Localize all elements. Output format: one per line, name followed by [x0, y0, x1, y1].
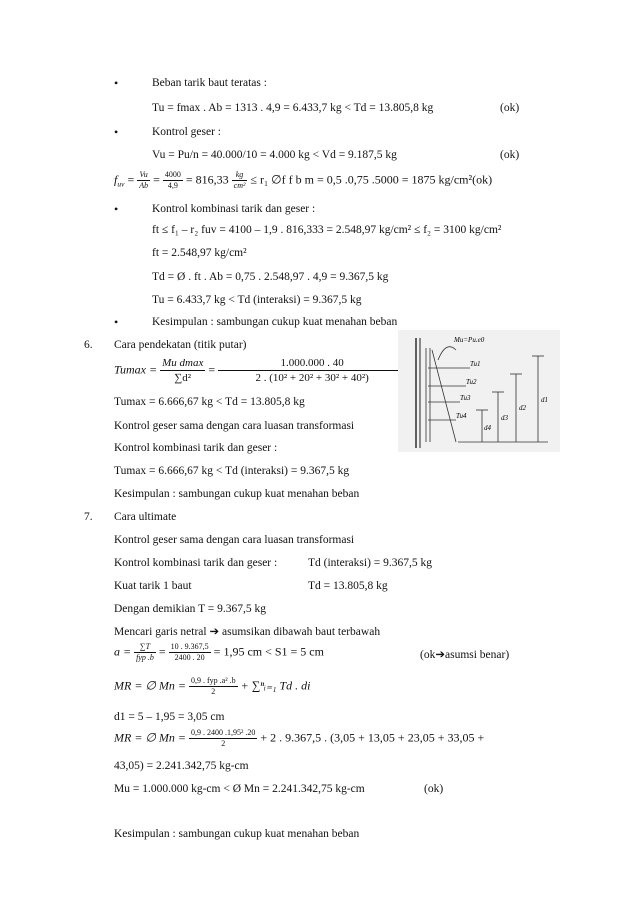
- sec7-td-value: Td = 13.805,8 kg: [308, 580, 388, 592]
- sec6-tumax-interaksi: Tumax = 6.666,67 kg < Td (interaksi) = 9.367,5 kg: [114, 465, 350, 477]
- fig-label-tu3: Tu3: [460, 394, 471, 402]
- bullet-kombinasi: Kontrol kombinasi tarik dan geser :: [152, 203, 316, 215]
- sec6-kontrol-geser: Kontrol geser sama dengan cara luasan transformasi: [114, 420, 355, 432]
- fig-label-d2: d2: [519, 404, 526, 412]
- ft-value: ft = 2.548,97 kg/cm²: [152, 247, 247, 259]
- arrow-right-icon: ➔: [209, 626, 220, 638]
- sec7-garis-netral: Mencari garis netral ➔ asumsikan dibawah baut terbawah: [114, 626, 381, 638]
- bullet-kesimpulan: Kesimpulan : sambungan cukup kuat menahan beban: [152, 316, 398, 328]
- bullet-dot: •: [114, 76, 119, 90]
- section-6-number: 6.: [84, 339, 93, 351]
- bolt-force-diagram: [398, 330, 560, 452]
- tumax-equation: Tumax = $\frac{\text{Mu dmax}}{\text{∑d²}}$ = $\frac{1.000.000 . 40}{\text{2 . (10² + 20² + 30² + 40²)}}$: [114, 356, 406, 385]
- sec7-kombinasi: Kontrol kombinasi tarik dan geser :: [114, 557, 278, 569]
- arrow-right-icon: ➔: [435, 649, 445, 661]
- bullet-beban-tarik: Beban tarik baut teratas :: [152, 77, 267, 89]
- tu-interaksi: Tu = 6.433,7 kg < Td (interaksi) = 9.367,5 kg: [152, 294, 362, 306]
- tu-ok: (ok): [500, 102, 520, 114]
- mu-ok: (ok): [424, 783, 444, 795]
- section-7-title: Cara ultimate: [114, 511, 177, 523]
- td-equation: Td = Ø . ft . Ab = 0,75 . 2.548,97 . 4,9 = 9.367,5 kg: [152, 271, 389, 283]
- sec6-kesimpulan: Kesimpulan : sambungan cukup kuat menahan beban: [114, 488, 360, 500]
- sec7-td-interaksi: Td (interaksi) = 9.367,5 kg: [308, 557, 433, 569]
- vu-ok: (ok): [500, 149, 520, 161]
- mr-formula: MR = ∅ Mn = $\frac{\text{0,9 . fyp .a² .b}}{2}$ + ∑ⁿᵢ₌₁ Td . di: [114, 676, 311, 696]
- sec6-kontrol-kombinasi: Kontrol kombinasi tarik dan geser :: [114, 442, 278, 454]
- bullet-dot: •: [114, 202, 119, 216]
- section-7-number: 7.: [84, 511, 93, 523]
- fig-label-d3: d3: [501, 414, 508, 422]
- bullet-dot: •: [114, 315, 119, 329]
- mu-comparison: Mu = 1.000.000 kg-cm < Ø Mn = 2.241.342,75 kg-cm: [114, 783, 365, 795]
- fig-label-tu1: Tu1: [470, 360, 481, 368]
- tumax-result: Tumax = 6.666,67 kg < Td = 13.805,8 kg: [114, 396, 305, 408]
- fig-label-tu2: Tu2: [466, 378, 477, 386]
- final-kesimpulan: Kesimpulan : sambungan cukup kuat menahan beban: [114, 828, 360, 840]
- sec7-kontrol-geser: Kontrol geser sama dengan cara luasan transformasi: [114, 534, 355, 546]
- tu-equation: Tu = fmax . Ab = 1313 . 4,9 = 6.433,7 kg < Td = 13.805,8 kg: [152, 102, 434, 114]
- fuv-equation: $f_{uv}$ = $\frac{Vu}{Ab}$ = $\frac{4000}{4,9}$ = 816,33 $\frac{kg}{\text{cm²}}$ ≤ r₁ ∅f f b m = 0,5 .0,75 .5000 = 1875 kg/cm²(ok): [114, 170, 493, 190]
- sec7-kuat-tarik: Kuat tarik 1 baut: [114, 580, 192, 592]
- sec7-dengan-demikian: Dengan demikian T = 9.367,5 kg: [114, 603, 267, 615]
- fig-label-tu4: Tu4: [456, 412, 467, 420]
- fig-label-d4: d4: [484, 424, 491, 432]
- bullet-kontrol-geser: Kontrol geser :: [152, 126, 221, 138]
- a-equation: a = $\frac{\sum T}{\text{fyp .b}}$ = $\frac{10 . 9.367,5}{2400 . 20}$ = 1,95 cm < S1 = 5 cm: [114, 642, 324, 662]
- a-ok-note: (ok➔asumsi benar): [420, 649, 510, 661]
- mr-substituted: MR = ∅ Mn = $\frac{\text{0,9 . 2400 .1,95² .20}}{2}$ + 2 . 9.367,5 . (3,05 + 13,05 + 23,05 + 33,05 +: [114, 728, 485, 748]
- bullet-dot: •: [114, 125, 119, 139]
- section-6-title: Cara pendekatan (titik putar): [114, 339, 247, 351]
- ft-inequality: ft ≤ f₁ – r₂ fuv = 4100 – 1,9 . 816,333 = 2.548,97 kg/cm² ≤ f₂ = 3100 kg/cm²: [152, 224, 502, 236]
- vu-equation: Vu = Pu/n = 40.000/10 = 4.000 kg < Vd = 9.187,5 kg: [152, 149, 397, 161]
- d1-equation: d1 = 5 – 1,95 = 3,05 cm: [114, 711, 225, 723]
- fig-label-mu: Mu=Pu.e0: [454, 336, 485, 344]
- mr-result: 43,05) = 2.241.342,75 kg-cm: [114, 760, 249, 772]
- fig-label-d1: d1: [541, 396, 548, 404]
